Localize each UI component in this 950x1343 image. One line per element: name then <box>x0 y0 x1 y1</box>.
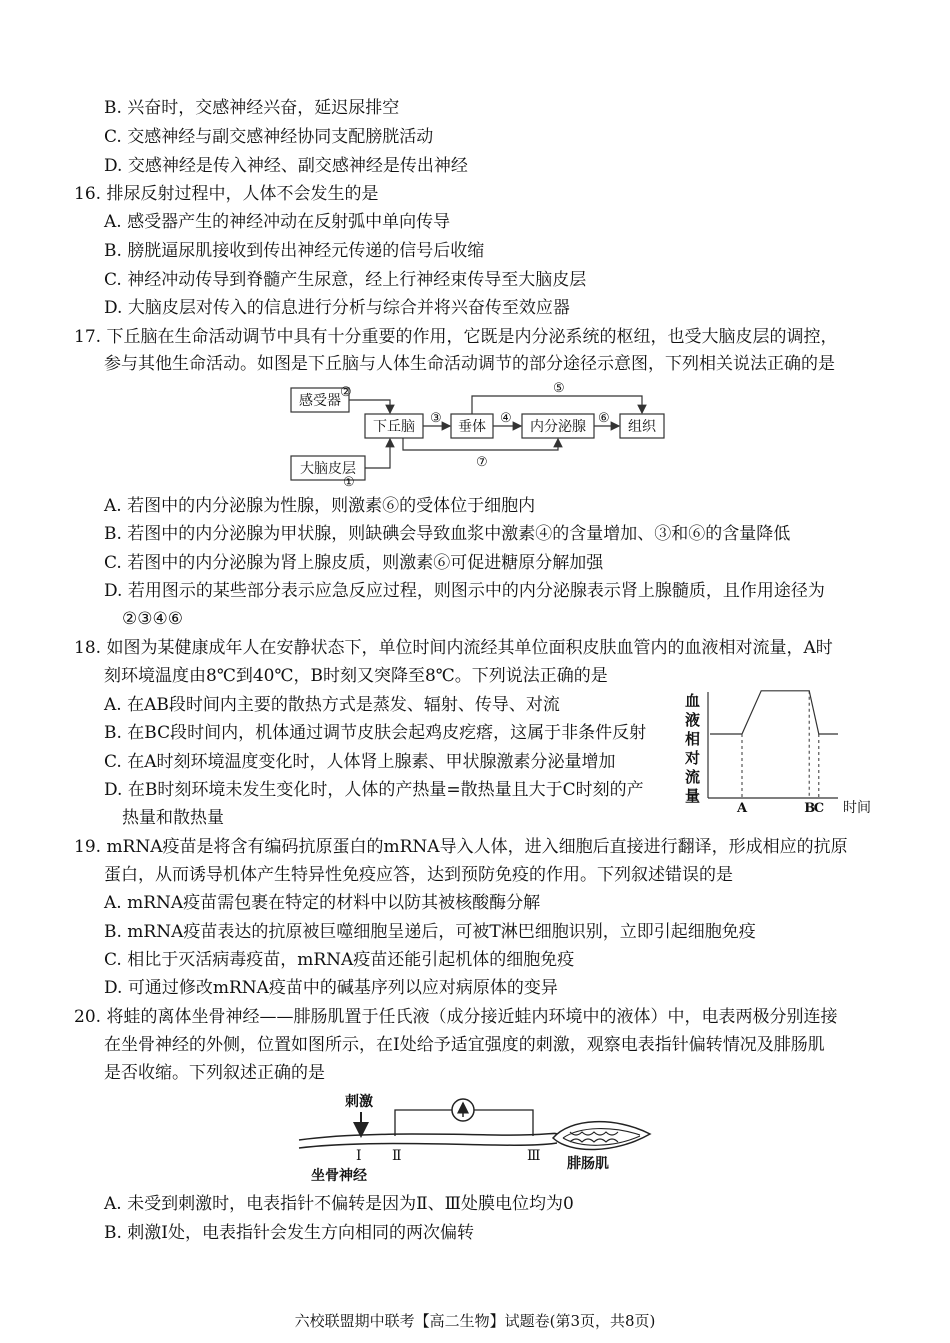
q18-option-c: C. 在A时刻环境温度变化时，人体肾上腺素、甲状腺激素分泌量增加 <box>104 752 616 772</box>
page-footer: 六校联盟期中联考【高二生物】试题卷(第3页，共8页) <box>294 1312 656 1330</box>
time-tick-labels <box>736 801 824 816</box>
y-label-char: 对 <box>685 749 701 767</box>
tick-label: B <box>804 801 816 816</box>
muscle-label: 腓肠肌 <box>567 1156 609 1172</box>
y-label-char: 相 <box>685 730 701 748</box>
tick-label: C <box>813 801 825 816</box>
q16-option-d: D. 大脑皮层对传入的信息进行分析与综合并将兴奋传至效应器 <box>104 298 570 318</box>
q17-option-c: C. 若图中的内分泌腺为肾上腺皮质，则激素⑥可促进糖原分解加强 <box>104 553 604 573</box>
arrow-2 <box>349 400 390 413</box>
label-4: ④ <box>500 411 512 426</box>
label-5: ⑤ <box>553 381 565 396</box>
q20-stem-line1: 20. 将蛙的离体坐骨神经——腓肠肌置于任氏液（成分接近蛙内环境中的液体）中，电表两极分别连接 <box>74 1007 838 1027</box>
q16-stem: 16. 排尿反射过程中，人体不会发生的是 <box>74 184 379 204</box>
q19-option-b: B. mRNA疫苗表达的抗原被巨噬细胞呈递后，可被T淋巴细胞识别，立即引起细胞免疫 <box>104 922 756 942</box>
y-label-char: 液 <box>685 711 701 729</box>
arrow-5 <box>472 396 642 414</box>
pituitary-label: 垂体 <box>458 419 486 435</box>
q19-stem-line2: 蛋白，从而诱导机体产生特异性免疫应答，达到预防免疫的作用。下列叙述错误的是 <box>104 865 733 885</box>
q17-option-b: B. 若图中的内分泌腺为甲状腺，则缺碘会导致血浆中激素④的含量增加、③和⑥的含量降低 <box>104 524 791 544</box>
tissue-label: 组织 <box>628 419 656 435</box>
receptor-label: 感受器 <box>299 393 341 409</box>
q16-option-c: C. 神经冲动传导到脊髓产生尿意，经上行神经束传导至大脑皮层 <box>104 270 587 290</box>
flow-series-line <box>710 691 838 734</box>
q16-option-b: B. 膀胱逼尿肌接收到传出神经元传递的信号后收缩 <box>104 241 485 261</box>
q20-option-a: A. 未受到刺激时，电表指针不偏转是因为Ⅱ、Ⅲ处膜电位均为0 <box>104 1194 574 1214</box>
nerve-label: 坐骨神经 <box>311 1168 367 1184</box>
hypothalamus-label: 下丘脑 <box>373 419 415 435</box>
label-3: ③ <box>430 411 442 426</box>
q17-option-d-line1: D. 若用图示的某些部分表示应急反应过程，则图示中的内分泌腺表示肾上腺髓质，且作用途径为 <box>104 581 825 601</box>
arrow-1 <box>365 439 390 468</box>
label-7: ⑦ <box>476 455 488 470</box>
q17-option-a: A. 若图中的内分泌腺为性腺，则激素⑥的受体位于细胞内 <box>104 496 536 516</box>
q19-stem-line1: 19. mRNA疫苗是将含有编码抗原蛋白的mRNA导入人体，进入细胞后直接进行翻译，形成相应的抗原 <box>74 837 848 857</box>
point-III-label: Ⅲ <box>527 1148 541 1164</box>
q18-option-b: B. 在BC段时间内，机体通过调节皮肤会起鸡皮疙瘩，这属于非条件反射 <box>104 723 647 743</box>
q20-stem-line2: 在坐骨神经的外侧，位置如图所示，在Ⅰ处给予适宜强度的刺激，观察电表指针偏转情况及腓肠肌 <box>104 1035 825 1055</box>
endocrine-gland-label: 内分泌腺 <box>530 419 586 435</box>
q20-stem-line3: 是否收缩。下列叙述正确的是 <box>104 1063 325 1083</box>
y-axis-label <box>684 692 700 805</box>
y-label-char: 血 <box>685 692 701 710</box>
q18-option-d-line2: 热量和散热量 <box>122 808 224 828</box>
stimulus-label: 刺激 <box>345 1094 373 1110</box>
q19-option-a: A. mRNA疫苗需包裹在特定的材料中以防其被核酸酶分解 <box>104 893 541 913</box>
sciatic-nerve-bottom <box>299 1143 557 1148</box>
q18-stem-line2: 刻环境温度由8℃到40℃，B时刻又突降至8℃。下列说法正确的是 <box>104 666 608 686</box>
arrow-7 <box>403 438 558 450</box>
q15-option-c: C. 交感神经与副交感神经协同支配膀胱活动 <box>104 127 434 147</box>
q19-option-c: C. 相比于灭活病毒疫苗，mRNA疫苗还能引起机体的细胞免疫 <box>104 950 575 970</box>
label-6: ⑥ <box>598 411 610 426</box>
q17-option-d-line2: ②③④⑥ <box>122 609 183 629</box>
q20-option-b: B. 刺激Ⅰ处，电表指针会发生方向相同的两次偏转 <box>104 1223 475 1243</box>
q16-option-a: A. 感受器产生的神经冲动在反射弧中单向传导 <box>104 212 451 232</box>
cortex-label: 大脑皮层 <box>300 461 356 477</box>
q18-option-d-line1: D. 在B时刻环境未发生变化时，人体的产热量=散热量且大于C时刻的产 <box>104 780 644 800</box>
point-II-label: Ⅱ <box>392 1148 402 1164</box>
sciatic-nerve-top <box>299 1133 557 1140</box>
y-label-char: 量 <box>685 787 701 805</box>
q18-stem-line1: 18. 如图为某健康成年人在安静状态下，单位时间内流经其单位面积皮肤血管内的血液相对流量，A时 <box>74 638 833 658</box>
tick-label: A <box>737 801 748 816</box>
q17-stem-line1: 17. 下丘脑在生命活动调节中具有十分重要的作用，它既是内分泌系统的枢纽，也受大脑皮层的调控， <box>74 327 838 347</box>
q19-option-d: D. 可通过修改mRNA疫苗中的碱基序列以应对病原体的变异 <box>104 978 558 998</box>
q15-option-b: B. 兴奋时，交感神经兴奋，延迟尿排空 <box>104 98 400 118</box>
y-label-char: 流 <box>685 768 701 786</box>
hypothalamus-pathway-diagram <box>285 378 675 490</box>
label-2: ② <box>340 385 352 400</box>
x-axis-label: 时间 <box>843 800 871 816</box>
q18-option-a: A. 在AB段时间内主要的散热方式是蒸发、辐射、传导、对流 <box>104 695 560 715</box>
point-I-label: Ⅰ <box>356 1148 362 1164</box>
nerve-muscle-figure <box>295 1088 665 1184</box>
blood-flow-chart <box>680 686 880 818</box>
label-1: ① <box>343 475 355 490</box>
q15-option-d: D. 交感神经是传入神经、副交感神经是传出神经 <box>104 156 468 176</box>
q17-stem-line2: 参与其他生命活动。如图是下丘脑与人体生命活动调节的部分途径示意图，下列相关说法正确的是 <box>104 354 835 374</box>
